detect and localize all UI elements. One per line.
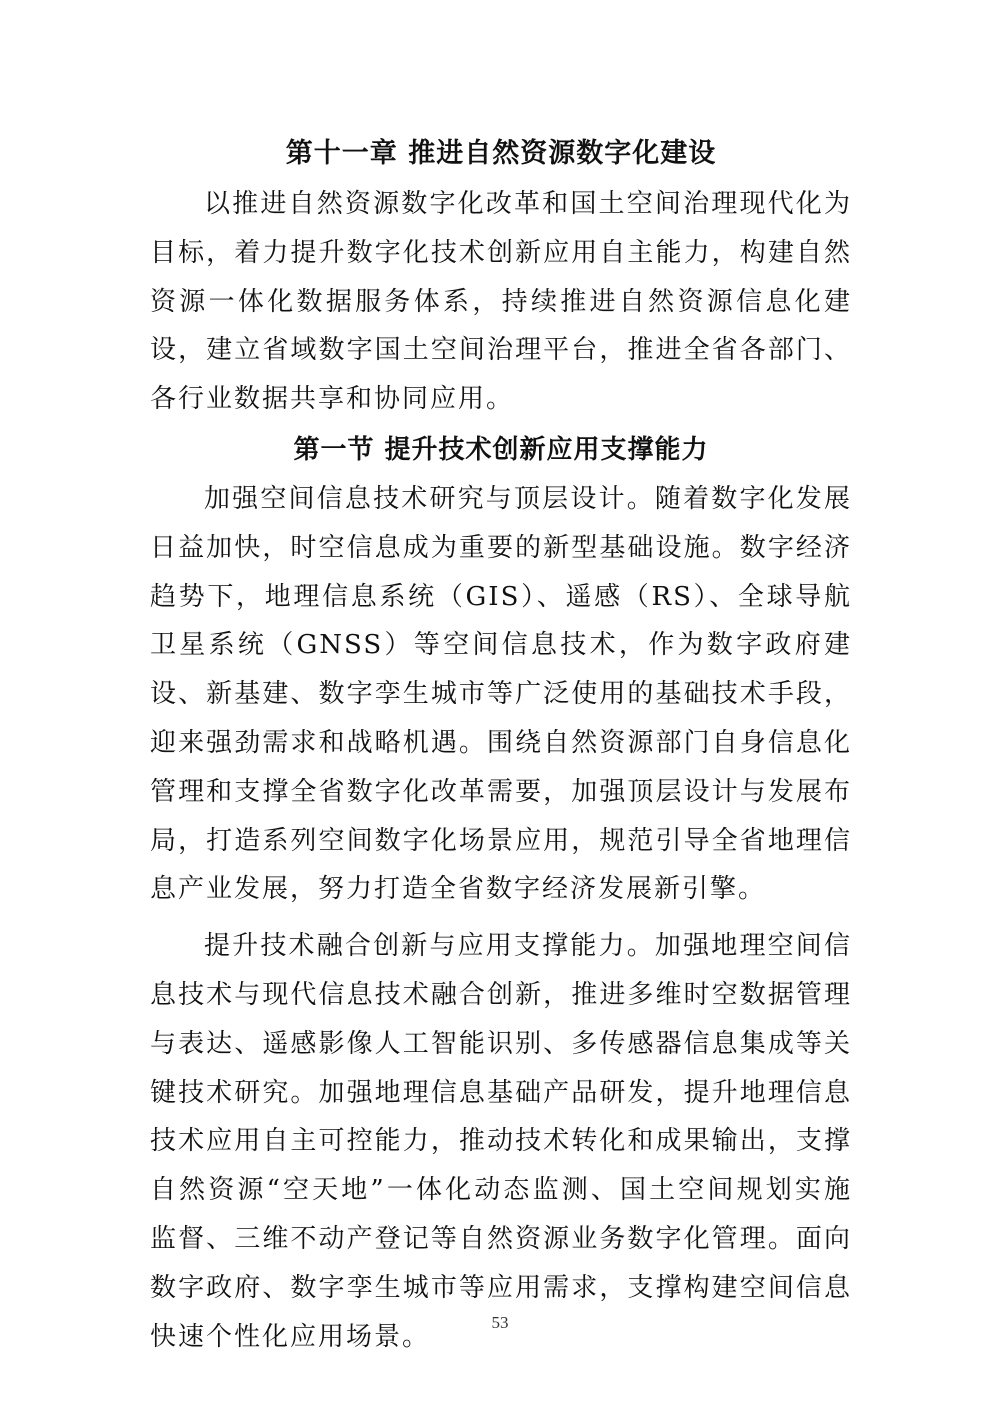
section-title: 第一节 提升技术创新应用支撑能力 <box>293 434 709 465</box>
chapter-intro-paragraph: 以推进自然资源数字化改革和国土空间治理现代化为目标，着力提升数字化技术创新应用自主能力，构建自然资源一体化数据服务体系，持续推进自然资源信息化建设，建立省域数字国土空间治理平台，推进全省各部门、各行业数据共享和协同应用。 <box>150 189 852 415</box>
body-paragraph-tech-integration: 提升技术融合创新与应用支撑能力。加强地理空间信息技术与现代信息技术融合创新，推进多维时空数据管理与表达、遥感影像人工智能识别、多传感器信息集成等关键技术研究。加强地理信息基础产品研发，提升地理信息技术应用自主可控能力，推动技术转化和成果输出，支撑自然资源“空天地”一体化动态监测、国土空间规划实施监督、三维不动产登记等自然资源业务数字化管理。面向数字政府、数字孪生城市等应用需求，支撑构建空间信息快速个性化应用场景。 <box>150 931 852 1352</box>
document-page <box>150 130 852 1361</box>
chapter-title: 第十一章 推进自然资源数字化建设 <box>285 138 717 169</box>
page-number: 53 <box>491 1313 509 1332</box>
body-paragraph-spatial-tech: 加强空间信息技术研究与顶层设计。随着数字化发展日益加快，时空信息成为重要的新型基础设施。数字经济趋势下，地理信息系统（GIS）、遥感（RS）、全球导航卫星系统（GNSS）等空间信息技术，作为数字政府建设、新基建、数字孪生城市等广泛使用的基础技术手段，迎来强劲需求和战略机遇。围绕自然资源部门自身信息化管理和支撑全省数字化改革需要，加强顶层设计与发展布局，打造系列空间数字化场景应用，规范引导全省地理信息产业发展，努力打造全省数字经济发展新引擎。 <box>150 483 852 905</box>
